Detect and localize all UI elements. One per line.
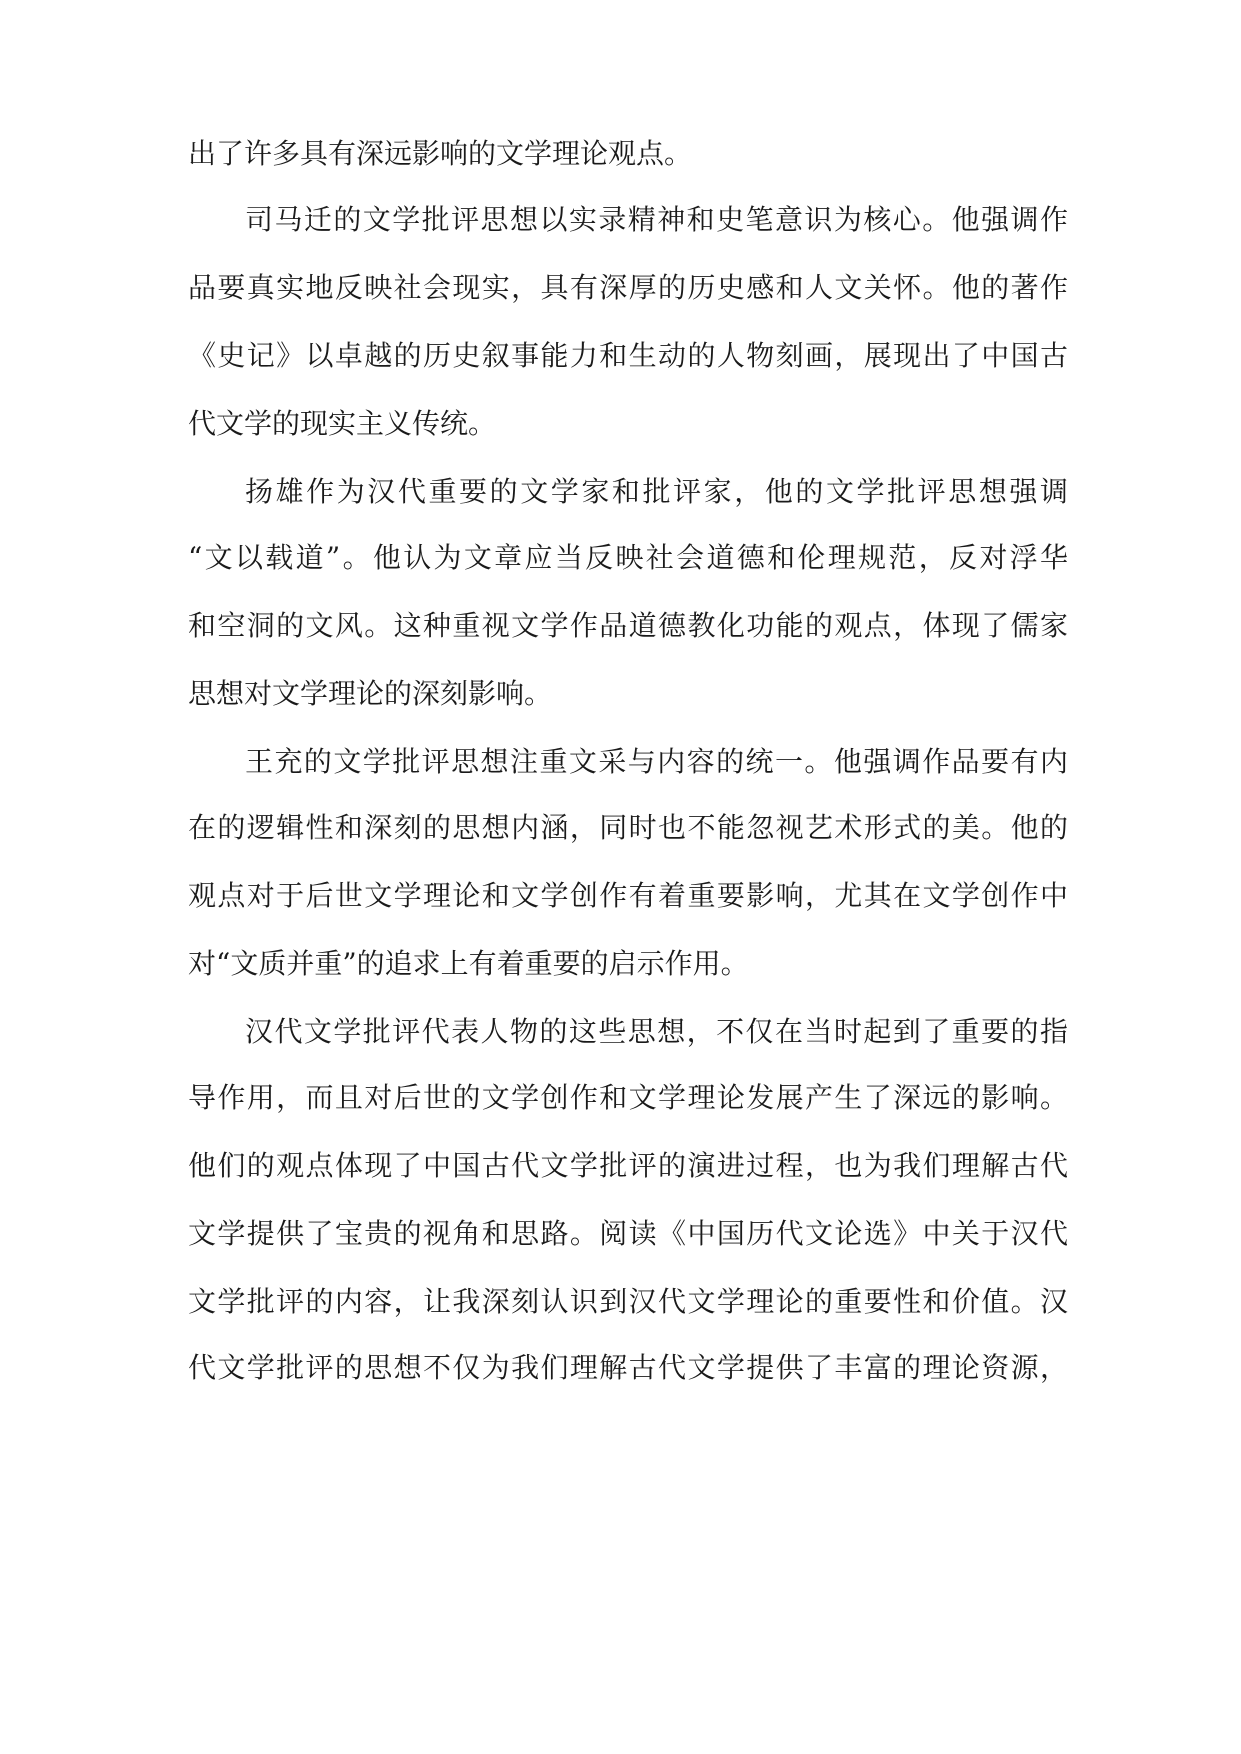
text-line: “文以载道”。他认为文章应当反映社会道德和伦理规范，反对浮华 [188,541,1068,574]
text-line: 思想对文学理论的深刻影响。 [188,677,553,710]
text-line: 观点对于后世文学理论和文学创作有着重要影响，尤其在文学创作中 [188,879,1068,912]
text-line: 导作用，而且对后世的文学创作和文学理论发展产生了深远的影响。 [188,1081,1068,1114]
text-line: 他们的观点体现了中国古代文学批评的演进过程，也为我们理解古代 [188,1149,1068,1182]
text-line: 代文学的现实主义传统。 [188,407,497,440]
text-line: 文学提供了宝贵的视角和思路。阅读《中国历代文论选》中关于汉代 [188,1217,1068,1250]
text-line: 和空洞的文风。这种重视文学作品道德教化功能的观点，体现了儒家 [188,609,1068,642]
text-line: 代文学批评的思想不仅为我们理解古代文学提供了丰富的理论资源， [188,1351,1068,1384]
paragraph-start-line: 司马迁的文学批评思想以实录精神和史笔意识为核心。他强调作 [245,203,1068,236]
text-line: 《史记》以卓越的历史叙事能力和生动的人物刻画，展现出了中国古 [188,339,1068,372]
text-line: 出了许多具有深远影响的文学理论观点。 [188,137,693,170]
text-line: 文学批评的内容，让我深刻认识到汉代文学理论的重要性和价值。汉 [188,1285,1068,1318]
text-line: 对“文质并重”的追求上有着重要的启示作用。 [188,947,749,980]
text-line: 在的逻辑性和深刻的思想内涵，同时也不能忽视艺术形式的美。他的 [188,811,1068,844]
paragraph-start-line: 王充的文学批评思想注重文采与内容的统一。他强调作品要有内 [245,745,1068,778]
paragraph-start-line: 扬雄作为汉代重要的文学家和批评家，他的文学批评思想强调 [245,475,1068,508]
text-line: 品要真实地反映社会现实，具有深厚的历史感和人文关怀。他的著作 [188,271,1068,304]
paragraph-start-line: 汉代文学批评代表人物的这些思想，不仅在当时起到了重要的指 [245,1015,1068,1048]
